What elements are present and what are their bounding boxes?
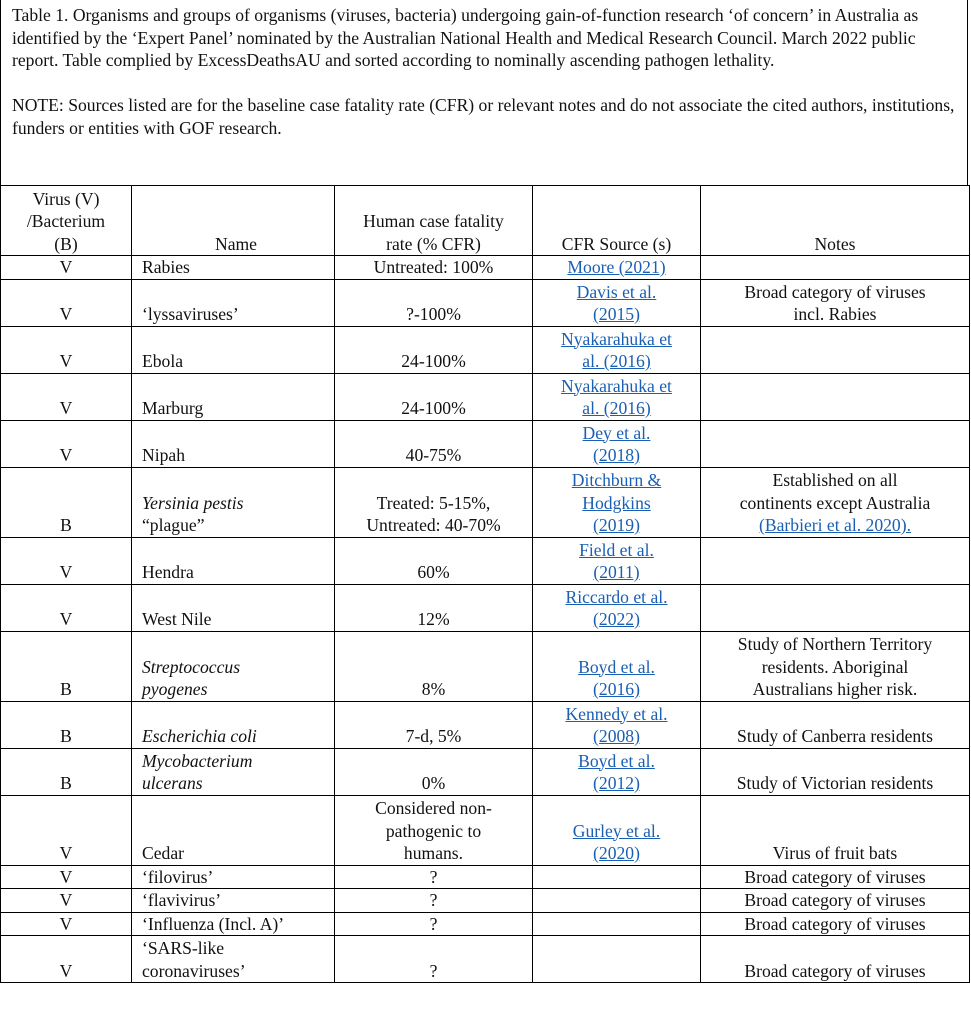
cell-source: [533, 936, 701, 983]
cell-cfr-line: pathogenic to: [385, 820, 482, 841]
table-row: [1, 256, 970, 280]
cell-source: [533, 326, 701, 373]
table-caption: [0, 0, 968, 185]
cell-name: [132, 279, 335, 326]
table-header-row: [1, 186, 970, 256]
cell-notes: [701, 748, 970, 795]
source-link[interactable]: (2022): [593, 609, 640, 629]
cell-cfr: [335, 865, 533, 889]
cell-cfr: [335, 279, 533, 326]
table-row: [1, 279, 970, 326]
source-link[interactable]: Field et al.: [579, 539, 654, 560]
table-row: [1, 936, 970, 983]
cell-name: [132, 936, 335, 983]
cell-name: [132, 865, 335, 889]
header-type: [1, 186, 132, 256]
cell-name: [132, 795, 335, 865]
cell-notes: [701, 373, 970, 420]
cell-source: [533, 748, 701, 795]
cell-name-line: ‘SARS-like: [142, 938, 225, 958]
cell-notes-line: Australians higher risk.: [752, 679, 918, 699]
table-row: [1, 889, 970, 913]
cell-name-line: Mycobacterium: [142, 750, 253, 771]
source-link[interactable]: (2019): [593, 515, 640, 535]
cell-source: [533, 912, 701, 936]
cell-cfr: [335, 889, 533, 913]
header-type-line: /Bacterium: [26, 211, 106, 231]
cell-notes: [701, 326, 970, 373]
header-notes: Notes: [701, 186, 970, 256]
cell-name-line: coronaviruses’: [142, 960, 246, 981]
cell-name-line: “plague”: [142, 515, 205, 535]
header-name: Name: [132, 186, 335, 256]
cell-notes-line: Broad category of viruses: [744, 281, 926, 302]
cell-notes: [701, 279, 970, 326]
cell-name: [132, 537, 335, 584]
cell-notes: [701, 256, 970, 280]
cell-type: V: [1, 912, 132, 936]
cell-cfr: [335, 795, 533, 865]
source-link[interactable]: (2018): [593, 445, 640, 465]
source-link[interactable]: Nyakarahuka et: [561, 375, 672, 396]
cell-cfr-line: 7-d, 5%: [405, 726, 462, 746]
cell-cfr: [335, 584, 533, 631]
source-link[interactable]: Boyd et al.: [578, 656, 655, 677]
cell-cfr-line: Considered non-: [375, 798, 492, 818]
cell-notes-line: Study of Victorian residents: [736, 773, 934, 793]
cell-cfr-line: ?: [429, 866, 438, 887]
cell-cfr-line: 0%: [421, 773, 446, 793]
cell-notes-line: Broad category of viruses: [744, 960, 926, 981]
cell-name-line: Rabies: [142, 257, 190, 277]
source-link[interactable]: (2015): [593, 304, 640, 324]
cell-notes-line: Established on all: [772, 470, 898, 490]
cell-cfr-line: 24-100%: [401, 351, 466, 371]
table-row: [1, 537, 970, 584]
cell-cfr: [335, 631, 533, 701]
cell-cfr: [335, 701, 533, 748]
source-link[interactable]: Ditchburn &: [571, 470, 662, 490]
table-row: [1, 701, 970, 748]
table-row: [1, 326, 970, 373]
cell-cfr-line: 40-75%: [405, 445, 462, 465]
cell-cfr-line: 12%: [417, 609, 450, 629]
cell-type: V: [1, 936, 132, 983]
cell-type: V: [1, 256, 132, 280]
cell-source: [533, 795, 701, 865]
caption-note: NOTE: Sources listed are for the baseline case fatality rate (CFR) or relevant notes and do not associate the cited authors, institutions, funders or entities with GOF research.: [12, 95, 955, 138]
cell-name-line: ‘flavivirus’: [142, 890, 222, 910]
table-row: [1, 865, 970, 889]
cell-source: [533, 584, 701, 631]
cell-name-line: Yersinia pestis: [142, 492, 244, 513]
source-link[interactable]: Kennedy et al.: [565, 703, 668, 724]
cell-name: [132, 631, 335, 701]
cell-name-line: ‘lyssaviruses’: [142, 304, 239, 324]
cell-type: V: [1, 865, 132, 889]
cell-notes: [701, 795, 970, 865]
cell-name-line: Ebola: [142, 351, 184, 371]
cell-source: [533, 865, 701, 889]
cell-cfr: [335, 936, 533, 983]
cell-cfr: [335, 467, 533, 537]
cell-name: [132, 420, 335, 467]
cell-name: [132, 701, 335, 748]
source-link[interactable]: Moore (2021): [567, 257, 666, 277]
header-cfr-line: rate (% CFR): [386, 233, 481, 254]
cell-type: V: [1, 420, 132, 467]
cell-cfr: [335, 326, 533, 373]
cell-source: [533, 467, 701, 537]
source-link[interactable]: (2008): [593, 726, 640, 746]
header-cfr: [335, 186, 533, 256]
table-row: [1, 912, 970, 936]
notes-link[interactable]: (Barbieri et al. 2020).: [759, 515, 911, 535]
cell-name: [132, 748, 335, 795]
caption-title: Table 1. Organisms and groups of organisms (viruses, bacteria) undergoing gain-of-function research ‘of concern’ in Australia as identified by the ‘Expert Panel’ nominated by the Australian National Health and Medical Research Council. March 2022 public report. Table complied by ExcessDeathsAU and sorted according to nominally ascending pathogen lethality.: [12, 5, 919, 70]
cell-source: [533, 537, 701, 584]
cell-cfr-line: Untreated: 100%: [373, 257, 494, 277]
cell-cfr: [335, 748, 533, 795]
cell-name: [132, 326, 335, 373]
cell-type: B: [1, 701, 132, 748]
cell-notes: [701, 912, 970, 936]
header-type-line: (B): [54, 233, 78, 254]
cell-notes: [701, 701, 970, 748]
cell-cfr-line: ?-100%: [406, 304, 461, 324]
cell-name-line: pyogenes: [142, 679, 208, 699]
cell-cfr-line: humans.: [403, 843, 464, 863]
cell-name: [132, 256, 335, 280]
cell-type: B: [1, 748, 132, 795]
cell-cfr: [335, 537, 533, 584]
cell-cfr-line: 60%: [417, 562, 450, 582]
table-row: [1, 748, 970, 795]
cell-type: V: [1, 795, 132, 865]
cell-notes: [701, 420, 970, 467]
cell-notes: [701, 584, 970, 631]
cell-notes-line: continents except Australia: [739, 492, 931, 513]
header-type-line: Virus (V): [32, 188, 100, 209]
cell-cfr: [335, 912, 533, 936]
cell-notes-line: incl. Rabies: [793, 304, 877, 324]
cell-name-line: Streptococcus: [142, 656, 241, 677]
cell-notes-line: Study of Northern Territory: [737, 634, 933, 654]
cell-cfr-line: Untreated: 40-70%: [366, 515, 501, 535]
cell-name: [132, 584, 335, 631]
pathogen-table: [0, 185, 970, 983]
source-link[interactable]: Gurley et al.: [572, 820, 661, 841]
cell-notes-line: Virus of fruit bats: [772, 843, 898, 863]
cell-notes: [701, 467, 970, 537]
cell-name-line: Hendra: [142, 562, 194, 582]
cell-name: [132, 373, 335, 420]
source-link[interactable]: Riccardo et al.: [565, 586, 668, 607]
cell-cfr-line: Treated: 5-15%,: [376, 492, 491, 513]
cell-source: [533, 256, 701, 280]
table-row: [1, 467, 970, 537]
cell-source: [533, 701, 701, 748]
source-link[interactable]: al. (2016): [582, 351, 651, 371]
source-link[interactable]: (2016): [593, 679, 640, 699]
table-body: [1, 256, 970, 983]
cell-notes: [701, 936, 970, 983]
source-link[interactable]: Davis et al.: [576, 281, 657, 302]
cell-type: V: [1, 584, 132, 631]
cell-source: [533, 420, 701, 467]
cell-type: V: [1, 373, 132, 420]
cell-cfr: [335, 256, 533, 280]
cell-notes: [701, 631, 970, 701]
table-row: [1, 420, 970, 467]
cell-name: [132, 912, 335, 936]
cell-type: V: [1, 279, 132, 326]
cell-cfr: [335, 373, 533, 420]
table-row: [1, 631, 970, 701]
cell-name-line: ‘filovirus’: [142, 866, 214, 887]
cell-name-line: Nipah: [142, 445, 185, 465]
cell-notes: [701, 889, 970, 913]
cell-source: [533, 279, 701, 326]
table-row: [1, 795, 970, 865]
cell-cfr-line: ?: [429, 960, 438, 981]
source-link[interactable]: (2012): [593, 773, 640, 793]
cell-name-line: ‘Influenza (Incl. A)’: [142, 913, 285, 934]
source-link[interactable]: Dey et al.: [582, 422, 651, 443]
cell-type: V: [1, 326, 132, 373]
cell-name-line: Marburg: [142, 398, 204, 418]
cell-notes-line: Broad category of viruses: [744, 890, 926, 910]
cell-name: [132, 467, 335, 537]
source-link[interactable]: (2011): [593, 562, 640, 582]
source-link[interactable]: Hodgkins: [582, 492, 651, 513]
header-cfr-line: Human case fatality: [363, 211, 504, 231]
cell-type: V: [1, 537, 132, 584]
cell-cfr-line: 8%: [421, 679, 446, 699]
cell-type: V: [1, 889, 132, 913]
source-link[interactable]: Boyd et al.: [578, 750, 655, 771]
cell-type: B: [1, 467, 132, 537]
cell-notes-line: residents. Aboriginal: [761, 656, 909, 677]
cell-notes-line: Study of Canberra residents: [737, 726, 933, 746]
cell-source: [533, 631, 701, 701]
cell-source: [533, 889, 701, 913]
cell-notes: [701, 537, 970, 584]
table-row: [1, 373, 970, 420]
header-source: CFR Source (s): [533, 186, 701, 256]
cell-name: [132, 889, 335, 913]
source-link[interactable]: (2020): [593, 843, 640, 863]
cell-source: [533, 373, 701, 420]
source-link[interactable]: al. (2016): [582, 398, 651, 418]
cell-notes-line: Broad category of viruses: [744, 913, 926, 934]
cell-notes: [701, 865, 970, 889]
cell-name-line: ulcerans: [142, 773, 203, 793]
cell-cfr-line: 24-100%: [401, 398, 466, 418]
cell-type: B: [1, 631, 132, 701]
source-link[interactable]: Nyakarahuka et: [561, 328, 672, 349]
table-row: [1, 584, 970, 631]
cell-cfr: [335, 420, 533, 467]
cell-cfr-line: ?: [429, 890, 438, 910]
cell-cfr-line: ?: [429, 913, 438, 934]
cell-name-line: Escherichia coli: [142, 726, 257, 746]
cell-name-line: West Nile: [142, 609, 212, 629]
cell-name-line: Cedar: [142, 843, 185, 863]
cell-notes-line: Broad category of viruses: [744, 866, 926, 887]
